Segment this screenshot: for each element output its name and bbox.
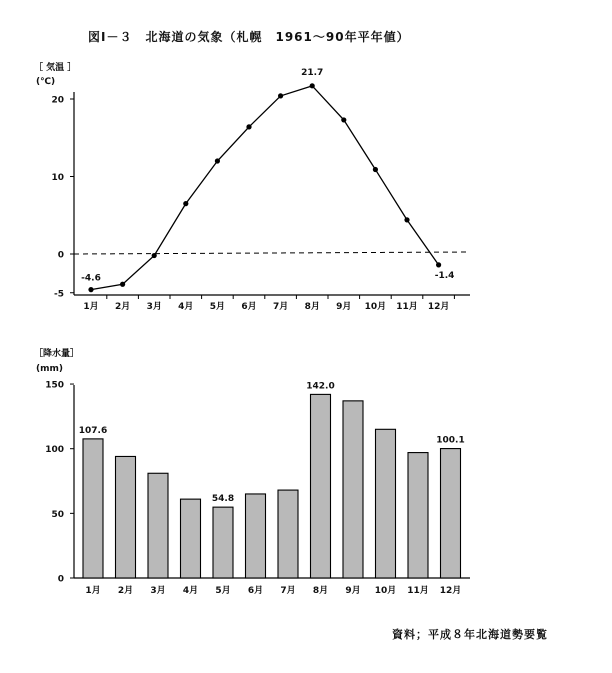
precip-xtick-label: 4月 xyxy=(182,586,199,596)
temp-point-5 xyxy=(215,158,220,163)
temp-zero-line xyxy=(74,252,470,254)
temp-ylabel: ［ 気温 ］ xyxy=(34,63,77,73)
temp-xtick-label: 12月 xyxy=(427,302,450,312)
precip-bar-5 xyxy=(213,507,233,578)
temp-point-3 xyxy=(152,253,157,258)
precip-xtick-label: 11月 xyxy=(407,586,429,596)
temp-xtick-label: 3月 xyxy=(146,302,162,312)
temp-xtick-label: 11月 xyxy=(396,302,418,312)
temp-data-label: -4.6 xyxy=(81,273,101,284)
precip-bar-6 xyxy=(246,494,266,578)
precip-xtick-label: 1月 xyxy=(85,586,101,596)
temp-xtick-label: 8月 xyxy=(304,302,320,312)
temp-xtick-label: 5月 xyxy=(209,302,226,312)
precip-yunit: (mm) xyxy=(36,364,63,374)
precip-xtick-label: 3月 xyxy=(150,586,166,596)
precip-bar-11 xyxy=(408,453,428,578)
precip-data-label: 54.8 xyxy=(211,494,235,505)
temp-xtick-label: 9月 xyxy=(336,302,352,312)
precip-bar-9 xyxy=(343,401,363,578)
precip-bar-1 xyxy=(83,439,103,578)
temp-xtick-label: 4月 xyxy=(178,302,194,312)
precip-xtick-label: 10月 xyxy=(374,586,397,596)
precip-xtick-label: 2月 xyxy=(117,586,134,596)
precip-ytick-label: 150 xyxy=(45,380,64,391)
temp-point-7 xyxy=(278,93,283,98)
precip-ylabel: ［降水量］ xyxy=(34,349,80,359)
precip-ytick-label: 0 xyxy=(57,574,64,585)
temp-yunit: (℃) xyxy=(36,77,56,87)
temp-data-label: 21.7 xyxy=(301,67,324,78)
precip-data-label: 142.0 xyxy=(306,381,335,392)
precip-ytick-label: 100 xyxy=(45,445,64,456)
precip-xtick-label: 9月 xyxy=(345,586,361,596)
precip-xtick-label: 5月 xyxy=(215,586,231,596)
temp-xtick-label: 7月 xyxy=(272,302,289,312)
temp-point-6 xyxy=(246,124,251,129)
precip-data-label: 107.6 xyxy=(78,425,108,436)
temp-xtick-label: 1月 xyxy=(83,302,99,312)
temp-ytick-label: 10 xyxy=(51,173,64,183)
source-note: 資料；平成８年北海道勢要覧 xyxy=(392,628,548,641)
temp-xtick-label: 10月 xyxy=(364,302,387,312)
temp-point-12 xyxy=(436,262,441,267)
temp-point-2 xyxy=(120,282,125,287)
temp-ytick-label: 20 xyxy=(51,95,64,106)
temp-point-9 xyxy=(341,117,346,122)
precip-bar-3 xyxy=(148,473,168,578)
temp-point-10 xyxy=(373,167,378,172)
precip-bar-12 xyxy=(441,449,461,578)
precip-xtick-label: 8月 xyxy=(312,586,329,596)
precip-bar-10 xyxy=(376,429,396,578)
precip-bar-8 xyxy=(311,394,331,578)
precip-bar-7 xyxy=(278,490,298,578)
precip-xtick-label: 6月 xyxy=(247,586,264,596)
temp-series-line xyxy=(91,86,439,290)
precip-xtick-label: 12月 xyxy=(439,586,462,596)
temp-ytick-label: -5 xyxy=(54,289,64,300)
temp-xtick-label: 2月 xyxy=(114,302,131,312)
precip-bar-2 xyxy=(116,456,136,578)
precip-data-label: 100.1 xyxy=(436,435,465,446)
temp-data-label: -1.4 xyxy=(434,270,455,281)
temp-point-11 xyxy=(404,217,409,222)
temp-ytick-label: 0 xyxy=(57,250,64,261)
temp-point-4 xyxy=(183,201,188,206)
precip-bar-4 xyxy=(181,499,201,578)
temp-point-1 xyxy=(88,287,93,292)
temp-point-8 xyxy=(310,83,315,88)
temp-xtick-label: 6月 xyxy=(241,302,257,312)
precip-xtick-label: 7月 xyxy=(280,586,296,596)
precip-ytick-label: 50 xyxy=(51,509,64,520)
figure-title: 図Ⅰ－３ 北海道の気象（札幌 1961～90年平年値） xyxy=(88,30,410,44)
